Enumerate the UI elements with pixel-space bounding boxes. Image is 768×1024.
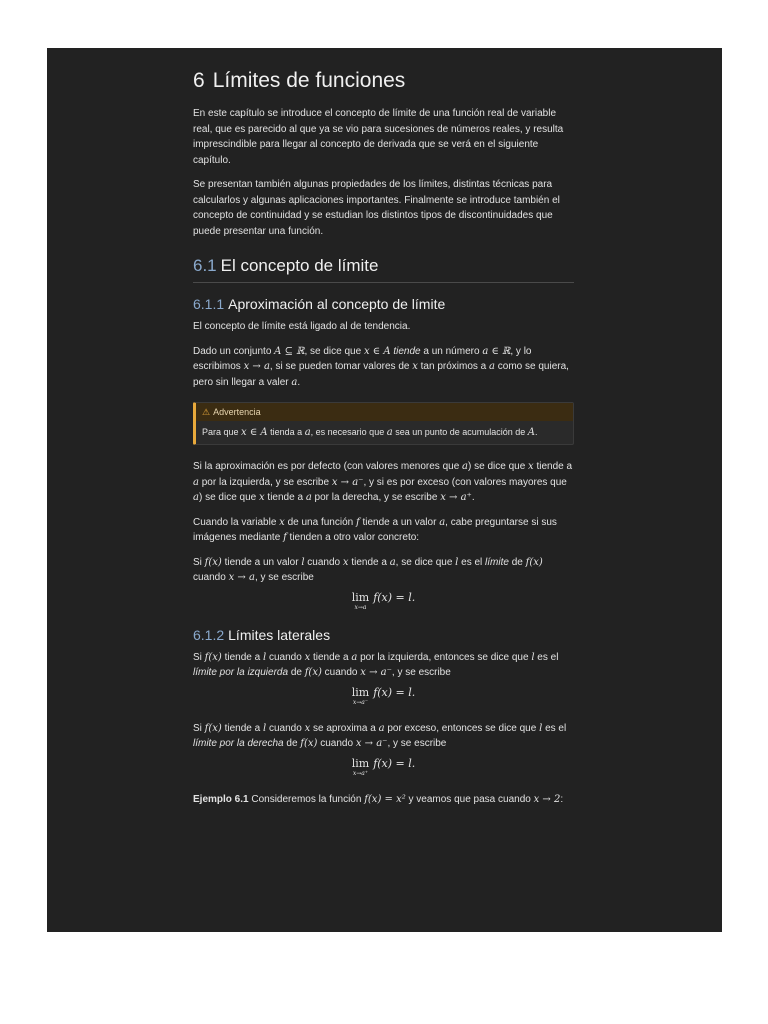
text-run: por la izquierda, entonces se dice que [357,651,532,663]
section-heading [193,255,574,283]
text-run: tienden a otro valor concreto: [286,532,420,543]
math-run: f [283,532,287,543]
text-run: . [297,376,301,388]
lim-subscript: x→a [354,603,367,611]
text-run: , se dice que [395,556,456,568]
text-run: por la izquierda, y se escribe [198,476,332,488]
math-run: a [489,361,495,372]
text-run: se aproxima a [310,722,379,734]
limit-expression: f(x) = l. [373,756,416,770]
limit-definition-paragraph [193,555,574,586]
math-run: a [386,427,393,438]
document-content [193,64,574,816]
text-run: tiende a [221,722,263,734]
text-run: cuando [266,651,305,663]
math-run: x → a [243,361,270,372]
limit-operator [352,687,369,706]
text-run: tiende a un valor [221,556,302,568]
text-run: , y lo escribimos [193,345,532,372]
text-run: a un número [420,345,483,357]
text-run: tiende a [348,556,390,568]
math-run: x → a⁺ [440,492,472,503]
limit-operator [352,592,369,611]
chapter-number: 6 [193,69,205,92]
math-run: a [378,722,385,734]
emphasis-run: tiende [393,345,421,357]
math-run: x → a⁻ [331,476,364,488]
text-run: . [535,427,538,437]
limit-equation [193,592,574,614]
math-run: l [301,556,305,568]
limit-expression: f(x) = l. [373,685,416,699]
text-run: Si [193,722,205,734]
math-run: x → a⁻ [355,738,388,749]
text-run: de [508,556,526,568]
math-run: a [351,651,358,663]
text-run: cuando [193,572,229,583]
math-run: l [455,556,459,568]
math-run: a [193,476,199,488]
text-run: es el [534,651,559,663]
warning-title: Advertencia [213,407,261,417]
warning-icon: ⚠ [202,407,211,417]
text-run: es el [542,722,567,734]
emphasis-run: límite por la izquierda [193,667,289,678]
left-limit-paragraph [193,650,574,681]
text-run: , se dice que [304,345,364,357]
math-run: l [539,722,543,734]
intro-paragraph-2: Se presentan también algunas propiedades de los límites, distintas técnicas para calcularlos y algunas aplicaciones importantes. Finalmente se introduce también el concepto de continuidad y se estudian los distintos tipos de discontinuidades que puede presentar una función. [193,179,560,237]
text-run: por exceso, entonces se dice que [384,722,540,734]
math-run: x [342,556,349,568]
text-run: cuando [321,667,361,678]
warning-callout-header [196,403,573,421]
text-run: y veamos que pasa cuando [405,793,534,805]
emphasis-run: límite [485,556,509,568]
text-run: ) se dice que [468,461,529,472]
math-run: f(x) [304,667,322,678]
math-run: a [439,516,446,528]
text-run: , y se escribe [387,738,447,749]
math-run: A [527,427,536,438]
math-run: f(x) [300,738,318,749]
text-run: ) se dice que [198,492,260,503]
math-run: x ∈ A [241,427,268,438]
math-run: x [304,722,311,734]
text-run: tiende a [533,461,573,472]
subsection-title-2: Límites laterales [228,626,331,643]
text-run: de [283,738,301,749]
math-run: x → a [228,572,255,583]
text-run: tiende a un valor [359,516,440,528]
math-run: f(x) = x² [364,793,406,805]
math-run: a [462,461,468,472]
subsection-heading-2 [193,626,574,644]
text-run: Si [193,556,205,568]
warning-callout [193,402,574,445]
text-run: : [560,793,564,805]
math-run: x → 2 [533,793,561,805]
definition-paragraph [193,344,574,391]
text-run: tiende a [310,651,352,663]
math-run: f(x) [204,722,222,734]
text-run: tan próximos a [417,361,490,372]
text-run: tienda a [267,427,305,437]
text-run: cuando [304,556,343,568]
math-run: a [304,427,311,438]
text-run: tiende a [221,651,263,663]
subsection-title-1: Aproximación al concepto de límite [228,296,446,312]
math-run: a [291,376,298,388]
math-run: a ∈ ℝ [482,345,511,357]
math-run: x [412,361,418,372]
text-run: , si se pueden tomar valores de [269,361,413,372]
math-run: a [389,556,396,568]
right-limit-equation [193,758,574,780]
text-run: cuando [266,722,305,734]
text-run: tiende a [264,492,306,503]
subsection-heading-1 [193,295,574,313]
math-run: a [193,492,199,503]
text-run: , es necesario que [310,427,387,437]
tendency-paragraph: El concepto de límite está ligado al de tendencia. [193,321,411,332]
left-limit-equation [193,687,574,709]
text-run: , y se escribe [254,572,314,583]
math-run: l [262,651,267,663]
math-run: f(x) [525,556,543,568]
text-run: , cabe preguntarse si sus imágenes mediante [193,516,557,543]
lim-symbol: lim [351,590,370,604]
math-run: x [528,461,534,472]
text-run: Cuando la variable [193,516,280,528]
text-run: Si [193,651,205,663]
text-run: de [288,667,305,678]
text-run: Dado un conjunto [193,345,275,357]
math-run: l [531,651,535,663]
chapter-title [193,68,574,94]
math-run: a [305,492,312,503]
lim-subscript: x→a⁻ [352,698,369,706]
example-label: Ejemplo 6.1 [193,793,249,805]
text-run: cuando [317,738,356,749]
warning-callout-body [196,421,573,444]
text-run: , y se escribe [391,667,451,678]
document-page [47,48,722,932]
images-paragraph [193,515,574,546]
math-run: x ∈ A [363,345,391,357]
text-run: por la derecha, y se escribe [311,492,441,503]
lim-symbol: lim [351,756,370,770]
right-limit-paragraph [193,721,574,752]
intro-paragraph-1: En este capítulo se introduce el concepto de límite de una función real de variable real, que es parecido al que ya se vio para sucesiones de números reales, y resulta imprescindible para llegar al concepto de derivada que se verá en el siguiente capítulo. [193,108,564,166]
math-run: x [304,651,311,663]
section-title: El concepto de límite [220,256,379,275]
example-paragraph [193,792,574,808]
text-run: , y si es por exceso (con valores mayores que [363,476,567,488]
subsection-number-2: 6.1.2 [193,626,225,643]
text-run: como se quiera, pero sin llegar a valer [193,361,569,388]
text-run: Para que [202,427,242,437]
text-run: sea un punto de acumulación de [392,427,528,437]
subsection-number-1: 6.1.1 [193,296,225,312]
chapter-title-text: Límites de funciones [212,69,406,92]
math-run: f(x) [204,556,222,568]
lim-subscript: x→a⁺ [352,769,369,777]
lim-symbol: lim [351,685,370,699]
limit-operator [352,758,369,777]
text-run: . [471,492,475,503]
math-run: f(x) [204,651,222,663]
section-number: 6.1 [193,256,217,275]
text-run: Consideremos la función [248,793,365,805]
limit-expression: f(x) = l. [373,590,416,604]
math-run: x [259,492,265,503]
math-run: l [262,722,267,734]
math-run: x → a⁻ [360,667,392,678]
text-run: Si la aproximación es por defecto (con valores menores que [193,461,463,472]
math-run: f [355,516,360,528]
emphasis-run: límite por la derecha [193,738,284,749]
lateral-approach-paragraph [193,459,574,506]
math-run: x [279,516,285,528]
text-run: de una función [284,516,356,528]
text-run: es el [458,556,486,568]
math-run: A ⊆ ℝ [274,345,305,357]
